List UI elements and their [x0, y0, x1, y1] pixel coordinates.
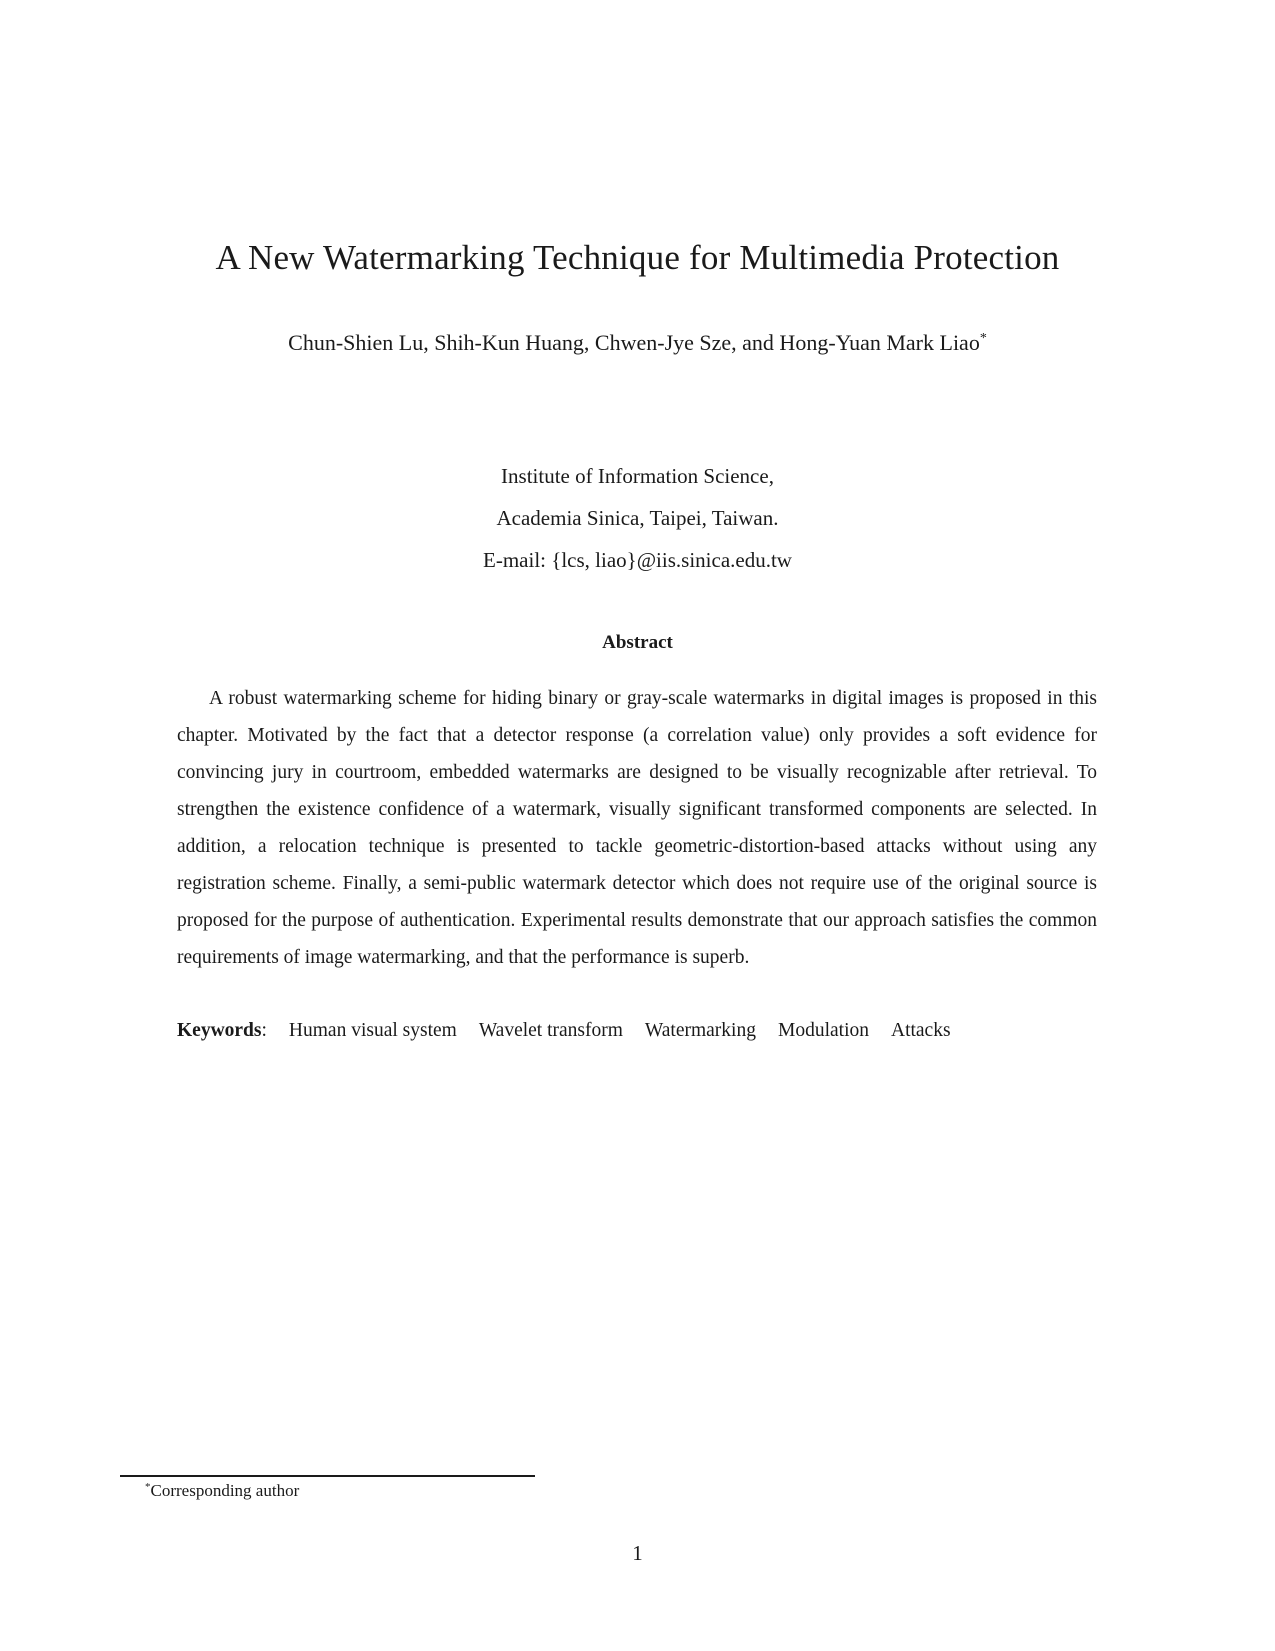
affiliation-email: E-mail: {lcs, liao}@iis.sinica.edu.tw: [483, 548, 792, 572]
keywords-line: Keywords: Human visual system Wavelet transform Watermarking Modulation Attacks: [177, 1020, 951, 1041]
affiliation-block: [0, 455, 1275, 581]
keywords-label: Keywords: [177, 1020, 262, 1041]
footnote: [145, 1481, 299, 1501]
author-list: [0, 330, 1275, 356]
keyword-item: Human visual system: [288, 1020, 457, 1041]
keyword-item: Wavelet transform: [478, 1020, 623, 1041]
author-names: Chun-Shien Lu, Shih-Kun Huang, Chwen-Jye Sze, and Hong-Yuan Mark Liao: [288, 330, 980, 355]
affiliation-location: Academia Sinica, Taipei, Taiwan.: [496, 506, 779, 530]
footnote-mark: *: [145, 1481, 151, 1493]
footnote-text: Corresponding author: [150, 1481, 300, 1500]
keyword-item: Watermarking: [644, 1020, 756, 1041]
corresponding-author-mark: *: [979, 331, 987, 346]
footnote-divider: [120, 1475, 535, 1477]
keyword-item: Modulation: [777, 1020, 869, 1041]
abstract-text: A robust watermarking scheme for hiding binary or gray-scale watermarks in digital images is proposed in this chapter. Motivated by the fact that a detector response (a correlation value) only provides a soft evidence for convincing jury in courtroom, embedded watermarks are designed to be visually recognizable after retrieval. To strengthen the existence confidence of a watermark, visually significant transformed components are selected. In addition, a relocation technique is presented to tackle geometric-distortion-based attacks without using any registration scheme. Finally, a semi-public watermark detector which does not require use of the original source is proposed for the purpose of authentication. Experimental results demonstrate that our approach satisfies the common requirements of image watermarking, and that the performance is superb.: [177, 688, 1097, 968]
page-number: 1: [632, 1541, 643, 1565]
affiliation-institute: Institute of Information Science,: [501, 464, 774, 488]
abstract-heading: Abstract: [602, 632, 673, 653]
keyword-item: Attacks: [890, 1020, 951, 1041]
paper-title: A New Watermarking Technique for Multimedia Protection: [215, 238, 1060, 277]
